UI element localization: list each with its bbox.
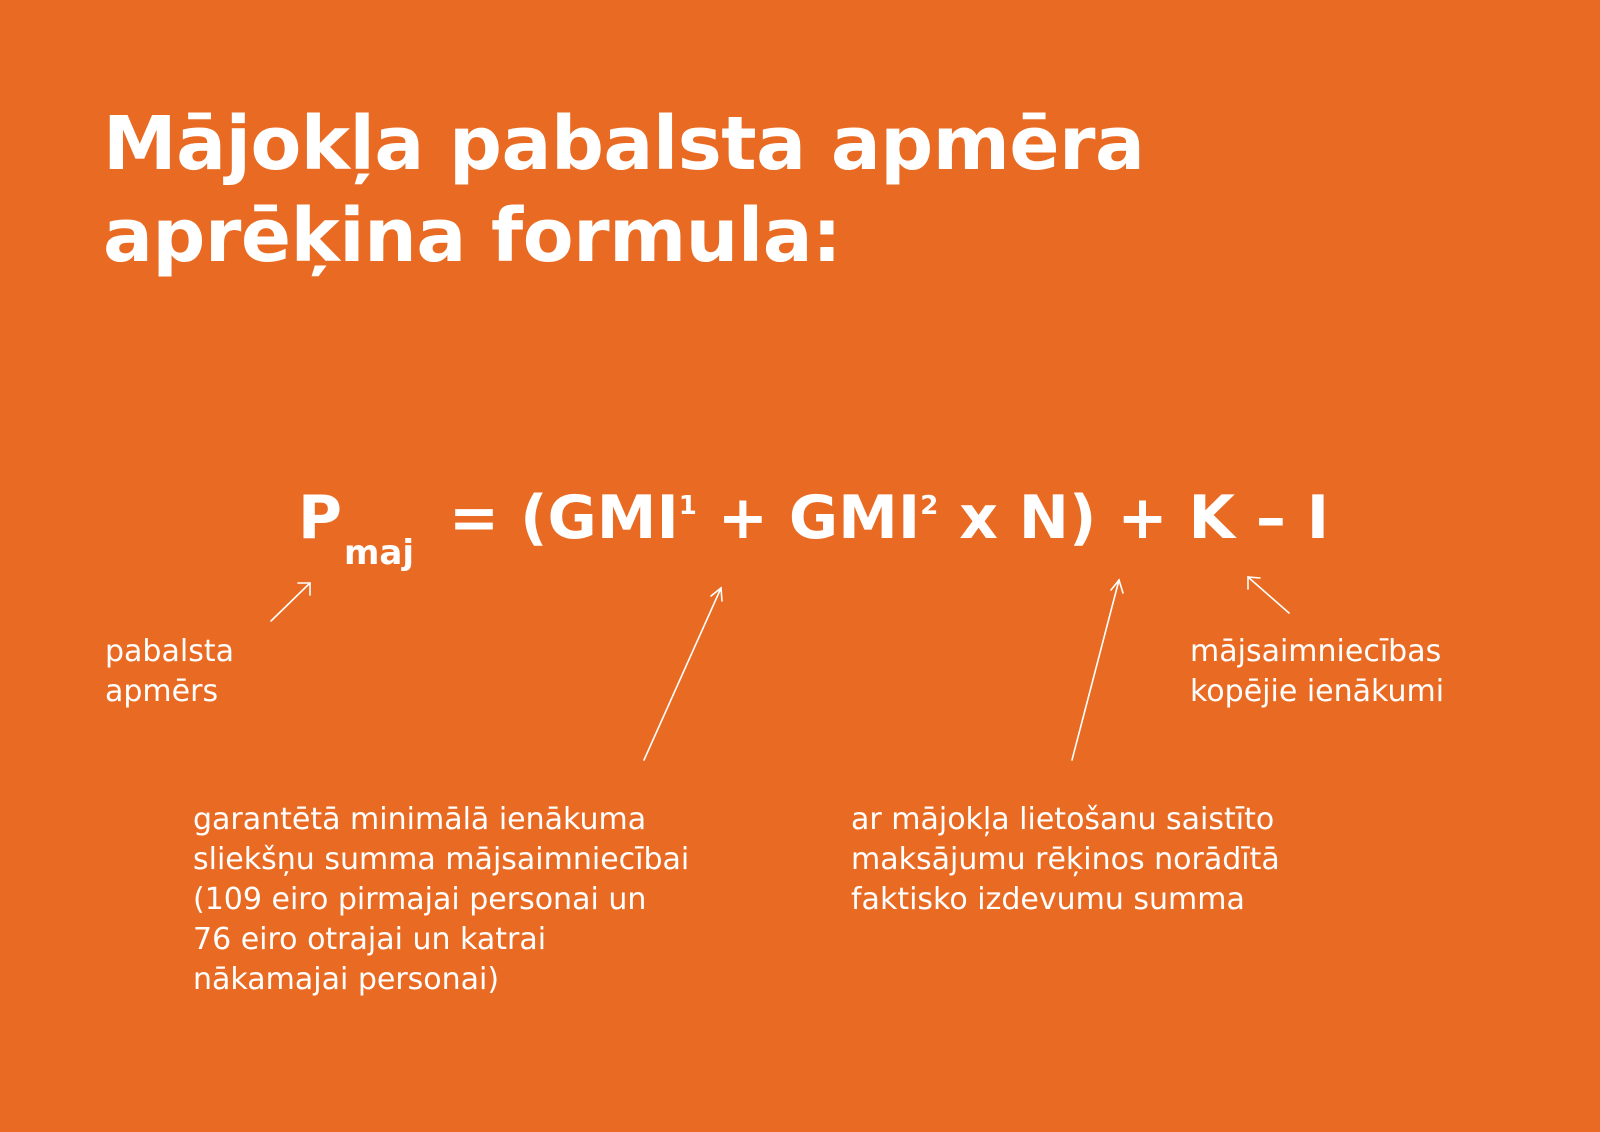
title-line-1: Mājokļa pabalsta apmēra: [103, 101, 1145, 187]
arrow-costs: [1072, 580, 1123, 760]
formula-eq-open: = (GMI: [428, 483, 679, 553]
label-gmi-threshold: garantētā minimālā ienākuma sliekšņu summa mājsaimniecībai (109 eiro pirmajai personai un 76 eiro otrajai un katrai nākamajai personai): [193, 802, 690, 997]
formula-rest: x N) + K – I: [938, 483, 1330, 553]
formula-superscript-2: 2: [920, 491, 939, 521]
formula-superscript-1: 1: [678, 491, 697, 521]
formula-p: P: [298, 483, 342, 553]
arrow-benefit: [271, 583, 310, 621]
arrow-gmi: [644, 588, 722, 760]
arrow-income: [1248, 577, 1289, 613]
formula-p-subscript: maj: [343, 533, 415, 573]
title-line-2: aprēķina formula:: [103, 193, 842, 279]
label-benefit-amount: pabalsta apmērs: [105, 634, 234, 709]
label-housing-costs: ar mājokļa lietošanu saistīto maksājumu rēķinos norādītā faktisko izdevumu summa: [851, 802, 1280, 917]
formula-plus-gmi: + GMI: [696, 483, 921, 553]
label-household-income: mājsaimniecības kopējie ienākumi: [1190, 634, 1445, 709]
